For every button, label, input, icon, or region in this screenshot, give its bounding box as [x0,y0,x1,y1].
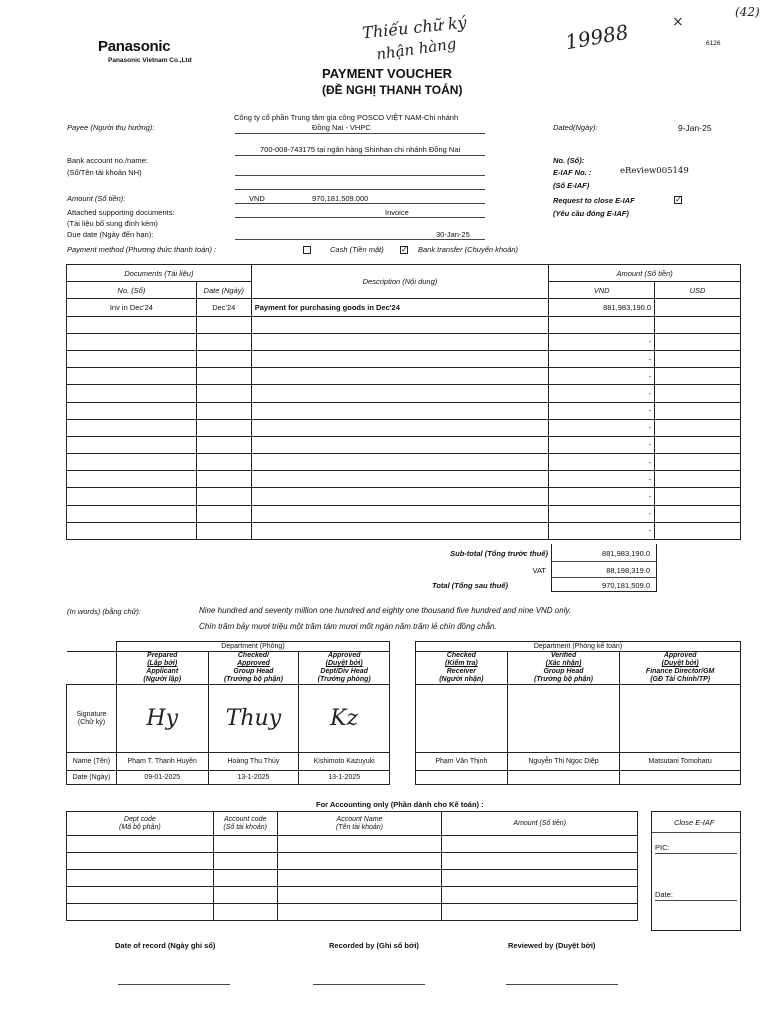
item-date-cell [196,402,251,419]
item-no-cell [67,402,197,419]
request-checkbox[interactable]: ✓ [675,195,682,204]
item-usd-cell [655,488,741,505]
item-usd-cell [655,368,741,385]
item-vnd-cell: - [549,368,655,385]
table-row [67,488,741,505]
item-description-cell: Payment for purchasing goods in Dec'24 [251,299,548,316]
item-no-cell: Inv in Dec'24 [67,299,197,316]
item-vnd-cell: - [549,385,655,402]
amount-currency: VND [249,194,265,203]
total-value: 970,181,509.0 [602,581,650,590]
item-vnd-cell: - [549,454,655,471]
item-no-cell [67,419,197,436]
bank-underline-1 [235,155,485,156]
acct-header: Department (Phòng kế toán) [416,642,741,652]
item-usd-cell [655,436,741,453]
bank-transfer-checkbox[interactable]: ✓ [401,245,408,254]
signature-receiver [416,685,508,753]
role-approved: Approved (Duyệt bởi) Dept/Div Head (Trưởng phòng) [299,652,390,685]
item-vnd-cell: - [549,436,655,453]
payee-value-1: Công ty cổ phần Trung tâm gia công POSCO VIỆT NAM-Chi nhánh [234,113,459,122]
item-no-cell [67,385,197,402]
item-description-cell [251,333,548,350]
item-date-cell [196,333,251,350]
description-header: Description (Nội dung) [251,265,548,299]
item-date-cell [196,471,251,488]
request-label-vn: (Yêu cầu đóng E-IAF) [553,209,629,218]
vnd-header: VND [549,282,655,299]
item-date-cell: Dec'24 [196,299,251,316]
item-date-cell [196,350,251,367]
accounting-title: For Accounting only (Phần dành cho Kế toán) : [316,800,484,809]
attached-label-vn: (Tài liệu bổ sung đính kèm) [67,219,158,228]
role-prepared: Prepared (Lập bởi) Applicant (Người lập) [116,652,208,685]
dated-label: Dated(Ngày): [553,123,598,132]
date-receiver [416,771,508,785]
close-eiaf-title: Close E-IAF [674,818,715,827]
item-date-cell [196,385,251,402]
role-checked-approved: Checked/ Approved Group Head (Trưởng bộ phận) [208,652,299,685]
item-description-cell [251,350,548,367]
vat-value: 88,198,319.0 [606,566,650,575]
table-row [67,299,741,316]
item-date-cell [196,505,251,522]
item-date-cell [196,488,251,505]
item-description-cell [251,436,548,453]
item-usd-cell [655,471,741,488]
bank-underline-2 [235,175,485,176]
words-english: Nine hundred and seventy million one hundred and eighty one thousand five hundred and nine VND only. [199,606,572,615]
eiaf-label: E-IAF No. : [553,168,592,177]
name-acct-group-head: Nguyễn Thị Ngọc Diệp [507,753,620,771]
item-description-cell [251,454,548,471]
item-usd-cell [655,350,741,367]
dept-code-header: Dept code (Mã bộ phận) [67,812,214,836]
amount-label: Amount (Số tiền): [67,194,126,203]
item-no-cell [67,436,197,453]
item-usd-cell [655,522,741,539]
role-finance-approved: Approved (Duyệt bởi) Finance Director/GM (GĐ Tài Chính/TP) [620,652,741,685]
attached-underline [235,217,485,218]
total-label: Total (Tổng sau thuế) [432,581,508,590]
cash-checkbox[interactable] [303,246,311,254]
page-title: PAYMENT VOUCHER [322,66,453,81]
pic-underline [655,853,737,854]
account-name-header: Account Name (Tên tài khoản) [277,812,442,836]
item-usd-cell [655,419,741,436]
item-vnd-cell: - [549,350,655,367]
item-no-cell [67,505,197,522]
item-no-cell [67,522,197,539]
name-dept-head: Kishimoto Kazuyuki [299,753,390,771]
name-applicant: Phạm T. Thanh Huyền [116,753,208,771]
item-usd-cell [655,505,741,522]
cash-label: Cash (Tiền mặt) [330,245,384,254]
bank-transfer-label: Bank transfer (Chuyển khoản) [418,245,519,254]
amount-underline [235,203,485,204]
table-row [67,385,741,402]
eiaf-value: eReview005149 [620,166,689,176]
attached-value: Invoice [385,208,409,217]
reviewed-by-line [506,984,618,985]
item-date-cell [196,454,251,471]
table-row [67,505,741,522]
dept-signature-table [66,641,390,785]
handwritten-mark: × [672,14,684,30]
name-receiver: Phạm Văn Thịnh [416,753,508,771]
date-of-record-line [118,984,230,985]
item-vnd-cell: - [549,488,655,505]
item-vnd-cell: - [549,522,655,539]
subtotal-value: 881,983,190.0 [602,549,650,558]
item-description-cell [251,385,548,402]
item-vnd-cell: - [549,402,655,419]
item-usd-cell [655,454,741,471]
item-date-cell [196,368,251,385]
signature-finance-director [620,685,741,753]
date-label: Date (Ngày) [67,771,117,785]
name-finance-director: Matsutani Tomoharu [620,753,741,771]
item-description-cell [251,368,548,385]
signature-acct-group-head [507,685,620,753]
table-row [67,419,741,436]
item-description-cell [251,419,548,436]
brand-subtitle: Panasonic Vietnam Co.,Ltd [108,57,192,64]
signature-applicant: Hy [116,685,208,753]
payee-underline [235,133,485,134]
item-date-cell [196,522,251,539]
brand-logo: Panasonic [98,38,171,55]
bank-underline-3 [235,189,485,190]
totals-box [551,544,657,592]
request-label: Request to close E-IAF [553,196,635,205]
due-value: 30-Jan-25 [436,230,470,239]
item-description-cell [251,316,548,333]
table-row [67,350,741,367]
table-row [67,368,741,385]
item-vnd-cell: 881,983,190.0 [549,299,655,316]
bank-value: 700-008-743175 tại ngân hàng Shinhan chi nhánh Đồng Nai [260,145,461,154]
item-vnd-cell: - [549,333,655,350]
item-description-cell [251,471,548,488]
acct-amount-header: Amount (Số tiền) [442,812,638,836]
handwritten-note-1: Thiếu chữ ký [361,12,468,43]
item-description-cell [251,505,548,522]
handwritten-number: 19988 [563,19,631,55]
payee-value-2: Đồng Nai - VHPC [312,123,371,132]
totals-divider-1 [551,561,657,562]
signature-dept-head: Kz [299,685,390,753]
close-eiaf-box [651,811,741,931]
signature-label: Signature (Chữ ký) [67,685,117,753]
role-verified: Verified (Xác nhận) Group Head (Trưởng bộ phận) [507,652,620,685]
item-date-cell [196,316,251,333]
role-checked: Checked (Kiểm tra) Receiver (Người nhận) [416,652,508,685]
recorded-by-label: Recorded by (Ghi sổ bởi) [329,941,419,950]
totals-divider-2 [551,577,657,578]
account-code-header: Account code (Số tài khoản) [213,812,277,836]
no-label: No. (Số): [553,156,585,165]
item-description-cell [251,488,548,505]
item-usd-cell [655,385,741,402]
words-label: (In words) (bằng chữ): [67,607,141,616]
recorded-by-line [313,984,425,985]
table-row [67,454,741,471]
dept-header: Department (Phòng) [116,642,389,652]
dated-value: 9-Jan-25 [678,123,712,133]
form-code: 6126 [706,40,721,47]
reviewed-by-label: Reviewed by (Duyệt bởi) [508,941,596,950]
table-row [67,402,741,419]
due-underline [235,239,485,240]
item-vnd-cell: - [549,419,655,436]
attached-label: Attached supporting documents: [67,208,175,217]
item-no-cell [67,471,197,488]
item-no-cell [67,316,197,333]
name-group-head: Hoàng Thu Thủy [208,753,299,771]
handwritten-note-2: nhận hàng [375,34,458,64]
subtotal-label: Sub-total (Tổng trước thuế) [450,549,548,558]
table-row [67,316,741,333]
date-finance-director [620,771,741,785]
usd-header: USD [655,282,741,299]
item-vnd-cell [549,316,655,333]
item-usd-cell [655,402,741,419]
acct-signature-table [415,641,741,785]
close-date-underline [655,900,737,901]
item-no-cell [67,350,197,367]
item-vnd-cell: - [549,471,655,488]
accounting-table [66,811,638,921]
item-no-cell [67,368,197,385]
amount-header: Amount (Số tiền) [549,265,741,282]
item-description-cell [251,402,548,419]
date-group-head: 13-1-2025 [208,771,299,785]
table-row [67,522,741,539]
words-vietnamese: Chín trăm bảy mươi triệu một trăm tám mươi mốt ngàn năm trăm lẻ chín đồng chẵn. [199,622,497,631]
amount-value: 970,181,509.000 [312,194,369,203]
vat-label: VAT [532,566,546,575]
item-usd-cell [655,299,741,316]
due-label: Due date (Ngày đến hạn): [67,230,154,239]
item-description-cell [251,522,548,539]
date-of-record-label: Date of record (Ngày ghi sổ) [115,941,216,950]
eiaf-label-vn: (Số E-IAF) [553,181,590,190]
item-no-cell [67,454,197,471]
item-date-cell [196,436,251,453]
date-dept-head: 13-1-2025 [299,771,390,785]
item-usd-cell [655,316,741,333]
name-label: Name (Tên) [67,753,117,771]
table-row [67,436,741,453]
items-table [66,264,741,540]
bank-label: Bank account no./name: [67,156,148,165]
bank-label-vn: (Số/Tên tài khoản NH) [67,168,142,177]
item-no-cell [67,488,197,505]
item-vnd-cell: - [549,505,655,522]
close-date-label: Date: [655,890,673,899]
payee-label: Payee (Người thụ hưởng): [67,123,155,132]
item-usd-cell [655,333,741,350]
signature-group-head: Thuy [208,685,299,753]
page-title-vn: (ĐỀ NGHỊ THANH TOÁN) [322,83,463,97]
close-eiaf-divider [651,832,741,833]
table-row [67,333,741,350]
date-header: Date (Ngày) [196,282,251,299]
page-mark: (42) [735,5,760,19]
date-acct-group-head [507,771,620,785]
method-label: Payment method (Phương thức thanh toán) : [67,245,217,254]
no-header: No. (Số) [67,282,197,299]
date-applicant: 09-01-2025 [116,771,208,785]
documents-header: Documents (Tài liệu) [67,265,252,282]
pic-label: PIC: [655,843,670,852]
item-no-cell [67,333,197,350]
table-row [67,471,741,488]
item-date-cell [196,419,251,436]
